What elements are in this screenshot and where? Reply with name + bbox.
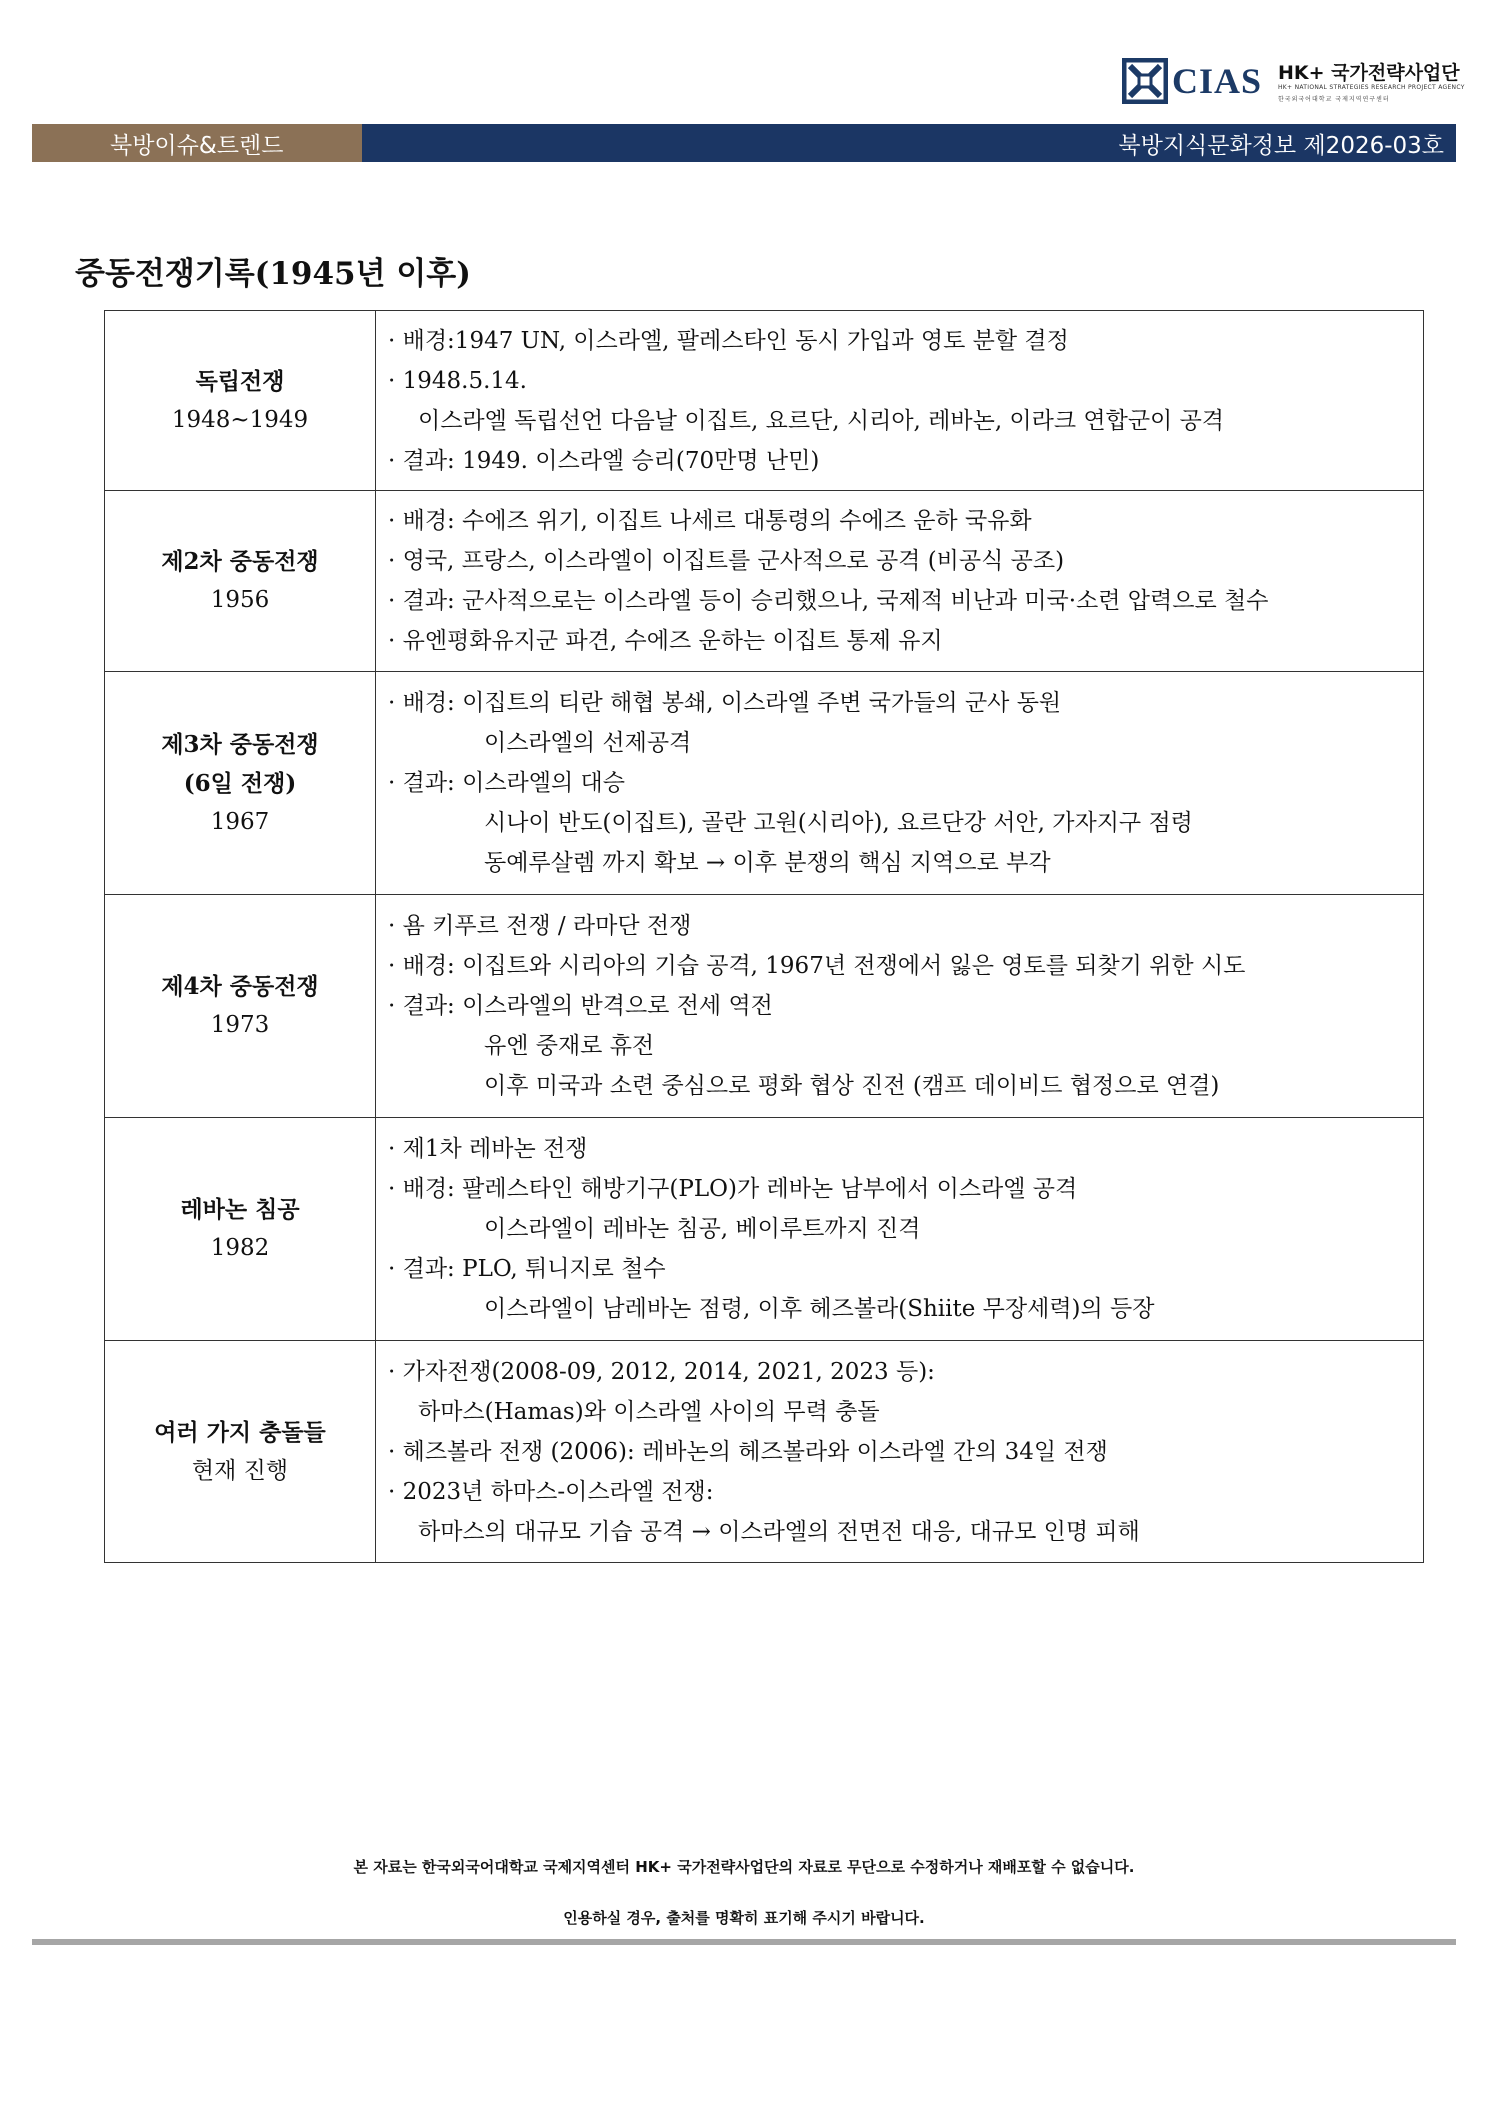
war-name: 독립전쟁: [195, 367, 285, 395]
page-title: 중동전쟁기록(1945년 이후): [75, 256, 471, 292]
table-row: [105, 311, 1424, 491]
description-line: 이스라엘 독립선언 다음날 이집트, 요르단, 시리아, 레바논, 이라크 연합군이 공격: [418, 407, 1225, 434]
war-description: [376, 491, 1424, 672]
war-name: 제2차 중동전쟁: [161, 548, 319, 575]
table-row: [105, 895, 1424, 1118]
description-line: 유엔 중재로 휴전: [484, 1033, 655, 1059]
war-description: [376, 1341, 1424, 1563]
table-row: [105, 672, 1424, 895]
war-description: [376, 311, 1424, 491]
description-line: · 제1차 레바논 전쟁: [388, 1136, 588, 1162]
war-period: 1948~1949: [171, 406, 309, 433]
description-line: · 욤 키푸르 전쟁 / 라마단 전쟁: [388, 913, 692, 939]
war-period: 1967: [210, 808, 270, 835]
war-name-cell: [105, 1341, 376, 1563]
war-period: 1982: [210, 1235, 270, 1261]
description-line: · 1948.5.14.: [388, 367, 527, 394]
war-description: [376, 1118, 1424, 1341]
war-alt-name: (6일 전쟁): [183, 769, 297, 797]
war-name: 레바논 침공: [180, 1196, 300, 1223]
description-line: · 결과: PLO, 튀니지로 철수: [388, 1256, 666, 1282]
description-line: · 영국, 프랑스, 이스라엘이 이집트를 군사적으로 공격 (비공식 공조): [388, 548, 1065, 574]
description-line: 이스라엘이 남레바논 점령, 이후 헤즈볼라(Shiite 무장세력)의 등장: [484, 1296, 1155, 1322]
description-line: · 유엔평화유지군 파견, 수에즈 운하는 이집트 통제 유지: [388, 628, 943, 654]
description-line: · 배경: 이집트의 티란 해협 봉쇄, 이스라엘 주변 국가들의 군사 동원: [388, 690, 1062, 716]
logo-wordmark: CIAS: [1172, 61, 1263, 101]
war-name: 여러 가지 충돌들: [154, 1418, 326, 1446]
description-line: · 헤즈볼라 전쟁 (2006): 레바논의 헤즈볼라와 이스라엘 간의 34일 전쟁: [388, 1438, 1108, 1465]
description-line: 동예루살렘 까지 확보 → 이후 분쟁의 핵심 지역으로 부각: [484, 850, 1051, 876]
citation-notice: 인용하실 경우, 출처를 명확히 표기해 주시기 바랍니다.: [563, 1909, 925, 1927]
header-band: [32, 124, 1456, 162]
footer-divider: [32, 1939, 1456, 1945]
section-label: 북방이슈&트렌드: [32, 124, 362, 162]
description-line: · 결과: 군사적으로는 이스라엘 등이 승리했으나, 국제적 비난과 미국·소련 압력으로 철수: [388, 588, 1269, 614]
logo-subtitle-ko: 한국외국어대학교 국제지역연구센터: [1278, 96, 1390, 103]
war-description: [376, 672, 1424, 895]
table-row: [105, 1118, 1424, 1341]
description-line: · 2023년 하마스-이스라엘 전쟁:: [388, 1478, 714, 1505]
description-line: 하마스의 대규모 기습 공격 → 이스라엘의 전면전 대응, 대규모 인명 피해: [418, 1518, 1140, 1545]
logo-subtitle-en: HK+ NATIONAL STRATEGIES RESEARCH PROJECT AGENCY: [1278, 84, 1465, 91]
war-description: [376, 895, 1424, 1118]
war-name-cell: [105, 895, 376, 1118]
issue-label: 북방지식문화정보 제2026-03호: [362, 124, 1456, 162]
description-line: · 배경: 수에즈 위기, 이집트 나세르 대통령의 수에즈 운하 국유화: [388, 508, 1032, 534]
description-line: · 결과: 1949. 이스라엘 승리(70만명 난민): [388, 447, 820, 474]
description-line: · 배경:1947 UN, 이스라엘, 팔레스타인 동시 가입과 영토 분할 결정: [388, 327, 1069, 354]
war-period: 1956: [210, 587, 270, 613]
war-name-cell: [105, 672, 376, 895]
war-name: 제4차 중동전쟁: [161, 973, 319, 1000]
description-line: 이스라엘의 선제공격: [484, 730, 692, 756]
war-name-cell: [105, 311, 376, 491]
cias-emblem-icon: [1122, 58, 1168, 104]
logo-title: HK+ 국가전략사업단: [1278, 62, 1460, 84]
description-line: · 가자전쟁(2008-09, 2012, 2014, 2021, 2023 등):: [388, 1358, 935, 1385]
description-line: 이후 미국과 소련 중심으로 평화 협상 진전 (캠프 데이비드 협정으로 연결): [484, 1073, 1220, 1099]
war-period: 1973: [210, 1012, 270, 1038]
description-line: · 배경: 이집트와 시리아의 기습 공격, 1967년 전쟁에서 잃은 영토를 되찾기 위한 시도: [388, 953, 1246, 979]
description-line: 이스라엘이 레바논 침공, 베이루트까지 진격: [484, 1216, 921, 1242]
table-row: [105, 491, 1424, 672]
description-line: 하마스(Hamas)와 이스라엘 사이의 무력 충돌: [418, 1398, 880, 1425]
cias-logo: [1118, 54, 1465, 110]
description-line: · 배경: 팔레스타인 해방기구(PLO)가 레바논 남부에서 이스라엘 공격: [388, 1176, 1078, 1202]
table-row: [105, 1341, 1424, 1563]
war-name-cell: [105, 1118, 376, 1341]
copyright-notice: 본 자료는 한국외국어대학교 국제지역센터 HK+ 국가전략사업단의 자료로 무단으로 수정하거나 재배포할 수 없습니다.: [353, 1858, 1135, 1876]
war-name: 제3차 중동전쟁: [161, 730, 319, 758]
description-line: 시나이 반도(이집트), 골란 고원(시리아), 요르단강 서안, 가자지구 점령: [484, 810, 1193, 836]
description-line: · 결과: 이스라엘의 반격으로 전세 역전: [388, 993, 773, 1019]
wars-table: [104, 310, 1424, 1563]
war-name-cell: [105, 491, 376, 672]
war-period: 현재 진행: [191, 1457, 289, 1484]
description-line: · 결과: 이스라엘의 대승: [388, 770, 625, 796]
